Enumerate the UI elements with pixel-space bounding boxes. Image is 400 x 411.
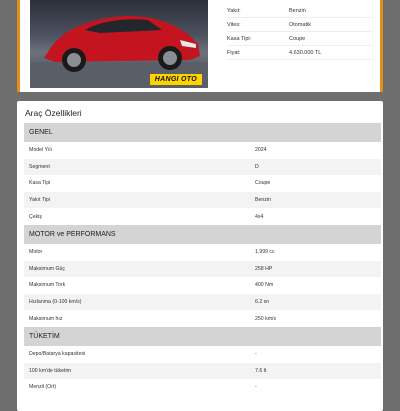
row-label: Segment — [29, 163, 50, 170]
summary-spec-list — [227, 4, 373, 60]
section-rows — [24, 346, 381, 396]
features-card — [17, 101, 383, 411]
row-label: Maksimum hız — [29, 315, 63, 322]
row-value: 258 HP — [255, 265, 273, 272]
summary-spec-label: Fiyat: — [227, 49, 241, 56]
table-row — [24, 310, 381, 327]
row-value: 6.2 sn — [255, 299, 270, 306]
section-header: TÜKETİM — [24, 327, 381, 346]
row-value: - — [255, 351, 257, 358]
row-label: Model Yılı — [29, 147, 52, 154]
row-value: Coupe — [255, 180, 271, 187]
summary-spec-value: Coupe — [289, 35, 306, 42]
row-value: - — [255, 384, 257, 391]
features-title: Araç Özellikleri — [25, 108, 82, 118]
summary-spec-label: Vites: — [227, 21, 241, 28]
summary-spec-label: Kasa Tipi: — [227, 35, 252, 42]
row-value: Benzin — [255, 197, 271, 204]
row-label: Maksimum Güç — [29, 265, 66, 272]
row-label: Menzil (Ort) — [29, 384, 57, 391]
brand-logo-badge: HANGI OTO — [150, 74, 202, 85]
row-label: Hızlanma (0-100 km/s) — [29, 299, 82, 306]
table-row — [24, 346, 381, 363]
row-value: 7.6 lt — [255, 367, 267, 374]
row-value: 250 km/s — [255, 315, 277, 322]
table-row — [24, 192, 381, 209]
summary-spec-row — [227, 4, 373, 18]
row-value: 400 Nm — [255, 282, 274, 289]
summary-spec-value: Benzin — [289, 7, 306, 14]
section-header: GENEL — [24, 123, 381, 142]
row-label: Çekiş — [29, 213, 42, 220]
summary-spec-label: Yakıt: — [227, 7, 241, 14]
summary-spec-row — [227, 18, 373, 32]
table-row — [24, 363, 381, 380]
row-label: Yakıt Tipi — [29, 197, 50, 204]
summary-spec-row — [227, 32, 373, 46]
features-table — [24, 123, 381, 396]
table-row — [24, 261, 381, 278]
row-label: Motor — [29, 249, 43, 256]
row-value: 4x4 — [255, 213, 264, 220]
section-header: MOTOR ve PERFORMANS — [24, 225, 381, 244]
table-row — [24, 142, 381, 159]
table-row — [24, 159, 381, 176]
vehicle-summary-card — [17, 0, 383, 92]
table-row — [24, 379, 381, 396]
row-value: 2024 — [255, 147, 267, 154]
row-label: Maksimum Tork — [29, 282, 66, 289]
car-photo[interactable] — [30, 0, 208, 88]
row-label: Kasa Tipi — [29, 180, 51, 187]
summary-spec-value: Otomatik — [289, 21, 312, 28]
row-label: Depo/Batarya kapasitesi — [29, 351, 86, 358]
table-row — [24, 244, 381, 261]
table-row — [24, 208, 381, 225]
table-row — [24, 277, 381, 294]
summary-spec-row — [227, 46, 373, 60]
row-value: D — [255, 163, 259, 170]
section-rows — [24, 244, 381, 327]
section-rows — [24, 142, 381, 225]
row-label: 100 km'de tüketim — [29, 367, 71, 374]
table-row — [24, 294, 381, 311]
summary-spec-value: 4.630.000 TL — [289, 49, 322, 56]
row-value: 1.999 cc — [255, 249, 275, 256]
table-row — [24, 175, 381, 192]
